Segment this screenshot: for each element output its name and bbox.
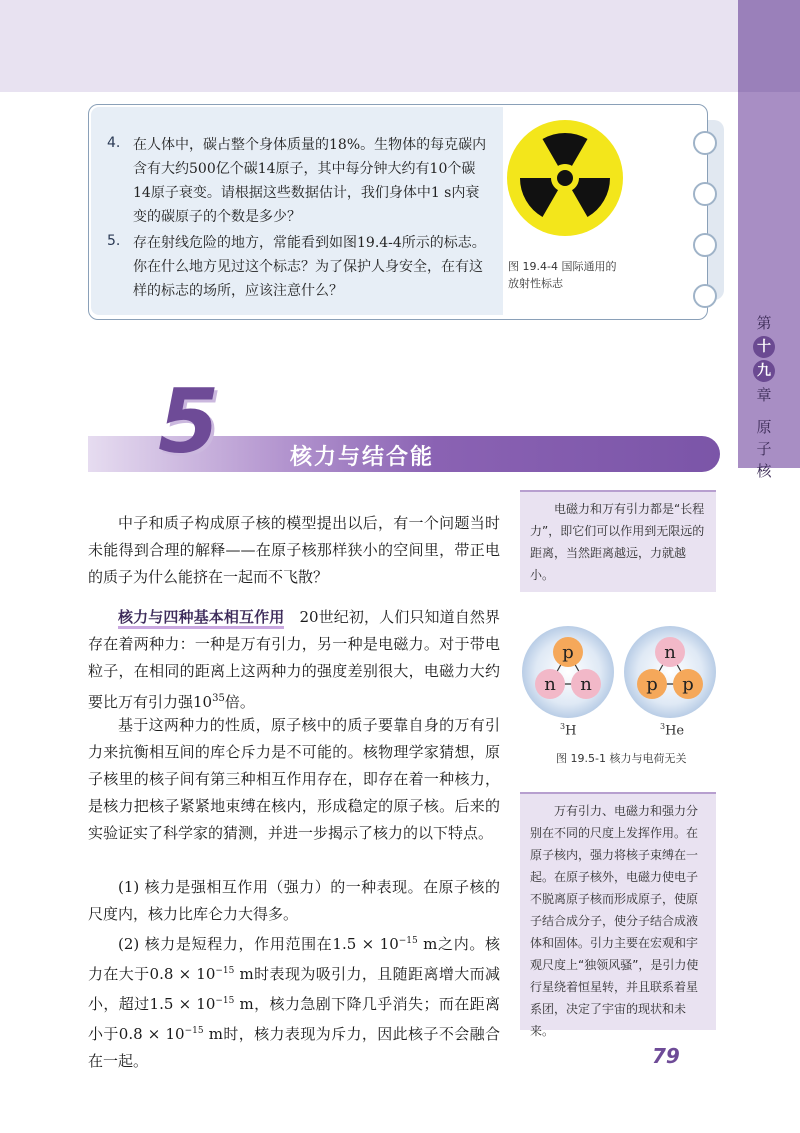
binder-hole xyxy=(693,233,717,257)
point-2-text: m之内。核力在大于0.8 × 10 xyxy=(88,935,500,983)
nucleon-label: n xyxy=(664,642,676,663)
section-title: 核力与结合能 xyxy=(290,445,435,470)
nucleon-label: p xyxy=(646,674,658,695)
exponent: −15 xyxy=(215,996,235,1006)
binder-hole xyxy=(693,131,717,155)
page-number: 79 xyxy=(652,1044,680,1068)
tritium-nucleus xyxy=(522,626,614,718)
nucleon-label: p xyxy=(562,642,574,663)
side-note-long-range: 电磁力和万有引力都是“长程力”，即它们可以作用到无限远的距离，当然距离越远，力就越小。 xyxy=(520,492,716,592)
intro-text: 中子和质子构成原子核的模型提出以后，有一个问题当时未能得到合理的解释——在原子核那样狭小的空间里，带正电的质子为什么能挤在一起而不飞散？ xyxy=(88,514,500,586)
nuclear-force-paragraph xyxy=(88,604,500,716)
exercise-5-line: 样的标志的场所，应该注意什么？ xyxy=(133,283,343,299)
nuclei-figure-caption: 图 19.5-1 核力与电荷无关 xyxy=(556,752,687,765)
exercise-5-line: 存在射线危险的地方，常能看到如图19.4-4所示的标志。 xyxy=(133,235,486,251)
basis-paragraph xyxy=(88,712,500,847)
point-1-text: (1) 核力是强相互作用（强力）的一种表现。在原子核的尺度内，核力比库仑力大得多。 xyxy=(88,878,500,923)
chapter-side-strip-top xyxy=(738,0,800,92)
nucleon-label: n xyxy=(580,674,592,695)
nucleon-label: n xyxy=(544,674,556,695)
intro-paragraph xyxy=(88,510,500,591)
binder-holes xyxy=(693,131,717,335)
exponent: −15 xyxy=(398,936,418,946)
exercise-4-line: 变的碳原子的个数是多少？ xyxy=(133,209,301,225)
paragraph-text: 20世纪初，人们只知道自 xyxy=(284,608,470,626)
chapter-title-1: 原 xyxy=(756,418,772,436)
chapter-tab xyxy=(748,312,780,482)
chapter-title-2: 子 xyxy=(756,440,772,458)
exercise-4-line: 14原子衰变。请根据这些数据估计，我们身体中1 s内衰 xyxy=(133,185,480,201)
point-2-text: m时表现为吸引力，且随距离增大而减小，超过1.5 × 10 xyxy=(88,965,501,1013)
chapter-prefix: 第 xyxy=(756,314,772,332)
chapter-number-2: 九 xyxy=(753,360,775,382)
exercise-5-text xyxy=(133,231,501,303)
point-2-text: m，核力急剧下降几乎消失；而在距离小于0.8 × 10 xyxy=(88,995,501,1043)
chapter-suffix: 章 xyxy=(756,386,772,404)
nuclei-figure xyxy=(520,622,720,742)
point-1-paragraph xyxy=(88,874,500,928)
exercise-5-number: 5. xyxy=(107,233,121,249)
chapter-title-3: 核 xyxy=(756,462,772,480)
exponent: −15 xyxy=(184,1026,204,1036)
nucleon-label: p xyxy=(682,674,694,695)
exercise-4-line: 含有大约500亿个碳14原子，其中每分钟大约有10个碳 xyxy=(133,161,476,177)
side-note-four-forces: 万有引力、电磁力和强力分别在不同的尺度上发挥作用。在原子核内，强力将核子束缚在一起。在原子核外，电磁力使电子不脱离原子核而形成原子，使原子结合成分子，使分子结合成液体和固体。引力主要在宏观和宇观尺度上“独领风骚”，是引力使行星绕着恒星转，并且联系着星系团，决定了宇宙的现状和未来。 xyxy=(520,794,716,1030)
point-2-paragraph xyxy=(88,928,500,1075)
mass-number: 3 xyxy=(660,722,666,731)
element-symbol: H xyxy=(565,723,577,739)
exercise-4-line: 在人体中，碳占整个身体质量的18%。生物体的每克碳内 xyxy=(133,137,487,153)
section-number: 5 xyxy=(158,370,220,473)
point-2-text: (2) 核力是短程力，作用范围在1.5 × 10 xyxy=(118,935,399,953)
exercise-5-line: 你在什么地方见过这个标志？为了保护人身安全，在有这 xyxy=(133,259,483,275)
radiation-figure-caption xyxy=(508,258,616,292)
tritium-label xyxy=(560,718,576,739)
power-exponent: 35 xyxy=(212,693,225,704)
caption-line: 图 19.4-4 国际通用的 xyxy=(508,260,617,273)
power-base: 10 xyxy=(193,693,213,711)
caption-line: 放射性标志 xyxy=(508,277,563,290)
section-keyword: 核力与四种基本相互作用 xyxy=(118,608,284,629)
binder-hole xyxy=(693,182,717,206)
helium3-label xyxy=(660,718,684,739)
paragraph-text: 倍。 xyxy=(224,693,255,711)
chapter-number-1: 十 xyxy=(753,336,775,358)
paragraph-text: 然界存在着两种力：一种是万有引力，另一种是电磁力。对于带电粒子，在相同的距离上这两种力的强度差别很大，电磁力大约要比万有引力强 xyxy=(88,608,500,711)
point-2-text: m时，核力表现为斥力，因此核子不会融合在一起。 xyxy=(88,1025,500,1070)
exponent: −15 xyxy=(215,966,235,976)
mass-number: 3 xyxy=(560,722,566,731)
radiation-trefoil-icon xyxy=(505,118,625,238)
element-symbol: He xyxy=(665,723,685,739)
exercise-4-number: 4. xyxy=(107,135,121,151)
top-band xyxy=(0,0,800,92)
basis-text: 基于这两种力的性质，原子核中的质子要靠自身的万有引力来抗衡相互间的库仑斥力是不可能的。核物理学家猜想，原子核里的核子间有第三种相互作用存在，即存在着一种核力，是核力把核子紧紧地束缚在核内，形成稳定的原子核。后来的实验证实了科学家的猜测，并进一步揭示了核力的以下特点。 xyxy=(88,716,500,842)
exercise-4-text xyxy=(133,133,501,229)
binder-hole xyxy=(693,284,717,308)
helium3-nucleus xyxy=(624,626,716,718)
